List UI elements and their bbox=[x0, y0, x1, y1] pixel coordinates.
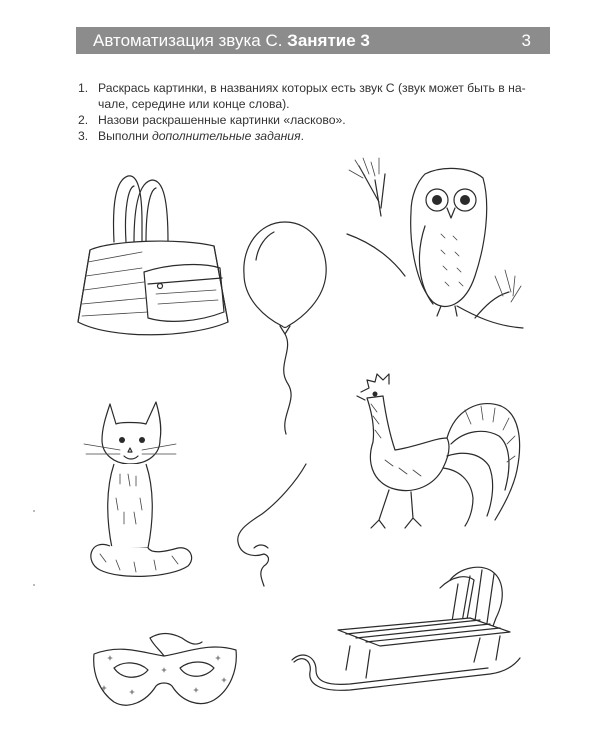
page-number: 3 bbox=[521, 30, 531, 50]
bag-icon bbox=[72, 172, 234, 344]
sled-icon bbox=[290, 558, 525, 698]
lesson-number: Занятие 3 bbox=[287, 30, 370, 50]
cat-icon bbox=[80, 388, 200, 584]
task-item: 1. Раскрась картинки, в названиях которых есть звук С (звук может быть в на- чале, середине или конце слова). bbox=[78, 81, 526, 111]
task-list bbox=[78, 80, 548, 144]
mask-icon bbox=[90, 630, 240, 714]
owl-icon bbox=[345, 156, 525, 344]
balloon-icon bbox=[240, 218, 330, 448]
lesson-header bbox=[76, 27, 550, 54]
rooster-icon bbox=[355, 370, 525, 540]
scan-mark bbox=[33, 510, 35, 512]
task-item: 2. Назови раскрашенные картинки «ласково». bbox=[78, 113, 346, 127]
lesson-title: Автоматизация звука С. Занятие 3 bbox=[93, 30, 370, 50]
task-item: 3. Выполни дополнительные задания. bbox=[78, 129, 304, 143]
scan-mark bbox=[33, 584, 35, 586]
